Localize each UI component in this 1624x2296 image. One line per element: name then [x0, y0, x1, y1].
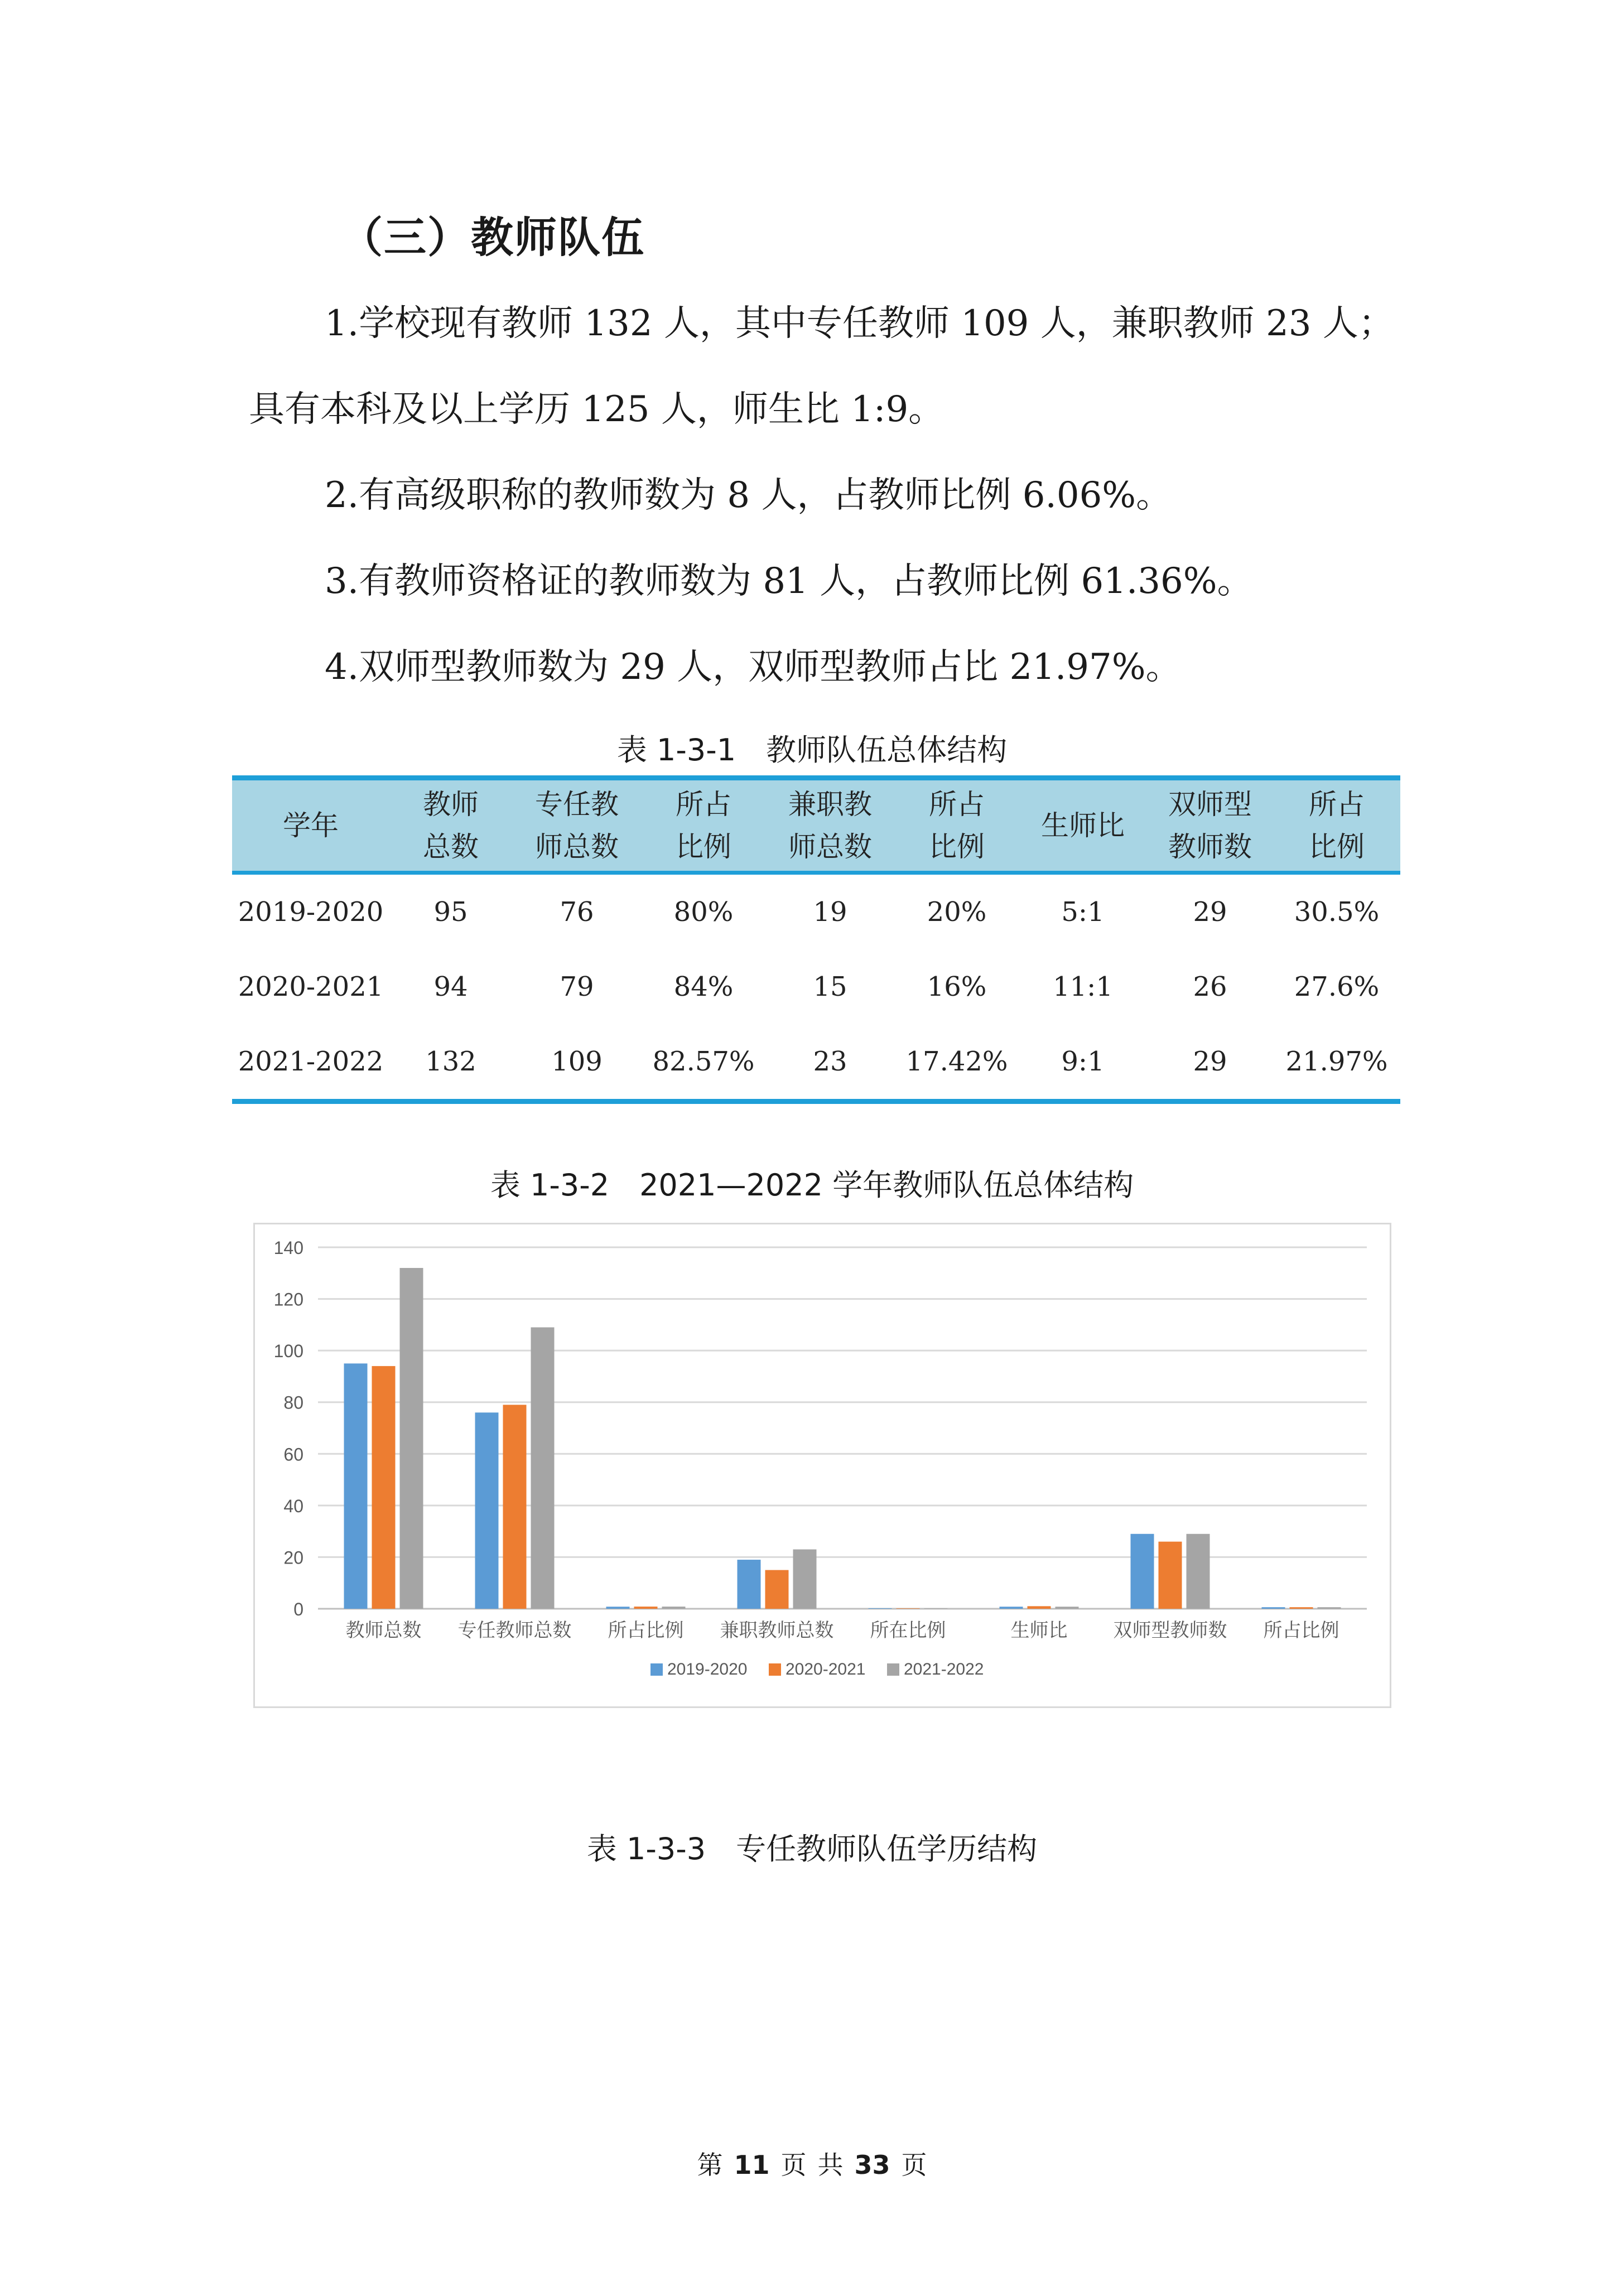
paragraph-4: 4.双师型教师数为 29 人，双师型教师占比 21.97%。 [325, 647, 1182, 688]
bar-chart [253, 1223, 1391, 1708]
bar [475, 1412, 499, 1609]
chart-caption: 表 1-3-2 2021—2022 学年教师队伍总体结构 [490, 1168, 1134, 1203]
footer-page-word: 页 [780, 2150, 807, 2180]
footer-page-number: 11 [734, 2150, 770, 2180]
header-cell: 生师比 [1019, 778, 1147, 873]
paragraph-1-continued: 具有本科及以上学历 125 人，师生比 1:9。 [249, 389, 944, 430]
table-cell: 80% [673, 896, 734, 928]
table-cell: 94 [433, 971, 468, 1002]
legend-swatch [650, 1663, 663, 1676]
bar [897, 1608, 920, 1609]
bar [1262, 1607, 1285, 1609]
bar [1318, 1607, 1341, 1609]
bar [372, 1366, 396, 1609]
bar [1290, 1607, 1313, 1609]
header-cell: 兼职教 师总数 [765, 778, 895, 873]
x-category-label: 教师总数 [345, 1619, 422, 1642]
table-row [232, 873, 1400, 950]
y-tick-label: 140 [273, 1238, 303, 1258]
table-cell: 20% [927, 896, 987, 928]
footer-total-word: 共 [817, 2150, 844, 2180]
table-cell: 27.6% [1294, 971, 1380, 1002]
header-cell: 双师型 教师数 [1147, 778, 1273, 873]
legend-label: 2021-2022 [904, 1660, 984, 1678]
table-cell: 109 [512, 1024, 642, 1102]
legend-label: 2020-2021 [786, 1660, 866, 1678]
table-cell: 84% [673, 971, 734, 1002]
x-category-label: 生师比 [1010, 1619, 1068, 1642]
table3-caption: 表 1-3-3 专任教师队伍学历结构 [586, 1831, 1038, 1866]
x-category-label: 专任教师总数 [457, 1619, 572, 1642]
legend-swatch [887, 1663, 899, 1676]
table-header-row [232, 778, 1400, 873]
page-footer [0, 2145, 1624, 2182]
table-cell: 11:1 [1053, 971, 1113, 1002]
x-category-label: 所占比例 [1263, 1619, 1339, 1642]
section-title: （三）教师队伍 [340, 213, 645, 262]
bar [1056, 1607, 1079, 1609]
bar [503, 1405, 527, 1609]
y-tick-label: 60 [283, 1444, 303, 1465]
table-cell: 15 [813, 971, 847, 1002]
bar [1000, 1607, 1023, 1609]
header-cell: 所占 比例 [642, 778, 765, 873]
y-tick-label: 20 [283, 1547, 303, 1568]
bar [1131, 1534, 1154, 1609]
bar [869, 1608, 892, 1609]
x-category-label: 双师型教师数 [1113, 1619, 1227, 1642]
x-category-label: 兼职教师总数 [720, 1619, 834, 1642]
footer-prefix: 第 [697, 2150, 723, 2180]
table-cell: 132 [389, 1024, 512, 1102]
table-cell: 79 [560, 971, 594, 1002]
table-cell: 29 [1193, 896, 1227, 928]
header-cell: 所占 比例 [1273, 778, 1400, 873]
x-category-label: 所占比例 [608, 1619, 684, 1642]
y-tick-label: 100 [273, 1341, 303, 1362]
header-cell: 学年 [232, 778, 389, 873]
table-cell: 17.42% [895, 1024, 1019, 1102]
y-tick-label: 80 [283, 1392, 303, 1413]
footer-suffix: 页 [901, 2150, 927, 2180]
teacher-structure-table [232, 775, 1400, 1104]
bar [924, 1608, 948, 1609]
table-cell: 23 [765, 1024, 895, 1102]
legend-swatch [769, 1663, 781, 1676]
header-cell: 教师 总数 [389, 778, 512, 873]
y-tick-label: 120 [273, 1289, 303, 1310]
table-cell: 2020-2021 [238, 971, 384, 1002]
table-cell: 82.57% [642, 1024, 765, 1102]
table-cell: 2021-2022 [232, 1024, 389, 1102]
table-cell: 76 [560, 896, 594, 928]
y-tick-label: 0 [293, 1599, 303, 1619]
bar [1187, 1534, 1210, 1609]
footer-total-pages: 33 [854, 2150, 890, 2180]
bar [634, 1607, 658, 1609]
bar [793, 1550, 817, 1609]
bar [765, 1570, 789, 1609]
table-cell: 9:1 [1019, 1024, 1147, 1102]
bar [1028, 1606, 1051, 1609]
header-cell: 专任教 师总数 [512, 778, 642, 873]
bar [344, 1363, 368, 1609]
table-cell: 21.97% [1273, 1024, 1400, 1102]
bar [606, 1607, 630, 1609]
x-category-label: 所在比例 [870, 1619, 946, 1642]
paragraph-2: 2.有高级职称的教师数为 8 人，占教师比例 6.06%。 [325, 475, 1172, 516]
table-row [232, 1024, 1400, 1102]
bar [738, 1560, 761, 1609]
table-row [232, 949, 1400, 1024]
y-tick-label: 40 [283, 1496, 303, 1516]
table-cell: 2019-2020 [238, 896, 384, 928]
paragraph-3: 3.有教师资格证的教师数为 81 人，占教师比例 61.36%。 [325, 561, 1253, 602]
table-cell: 30.5% [1294, 896, 1380, 928]
table-cell: 26 [1193, 971, 1227, 1002]
bar [400, 1268, 423, 1609]
table-cell: 19 [813, 896, 847, 928]
header-cell: 所占 比例 [895, 778, 1019, 873]
table-cell: 95 [433, 896, 468, 928]
bar [531, 1327, 555, 1609]
bar [1159, 1542, 1182, 1609]
legend-label: 2019-2020 [667, 1660, 748, 1678]
table-cell: 16% [927, 971, 987, 1002]
table1-caption: 表 1-3-1 教师队伍总体结构 [616, 732, 1008, 768]
paragraph-1: 1.学校现有教师 132 人，其中专任教师 109 人，兼职教师 23 人； [325, 303, 1394, 344]
bar [662, 1607, 686, 1609]
table-cell: 5:1 [1061, 896, 1105, 928]
table-cell: 29 [1147, 1024, 1273, 1102]
